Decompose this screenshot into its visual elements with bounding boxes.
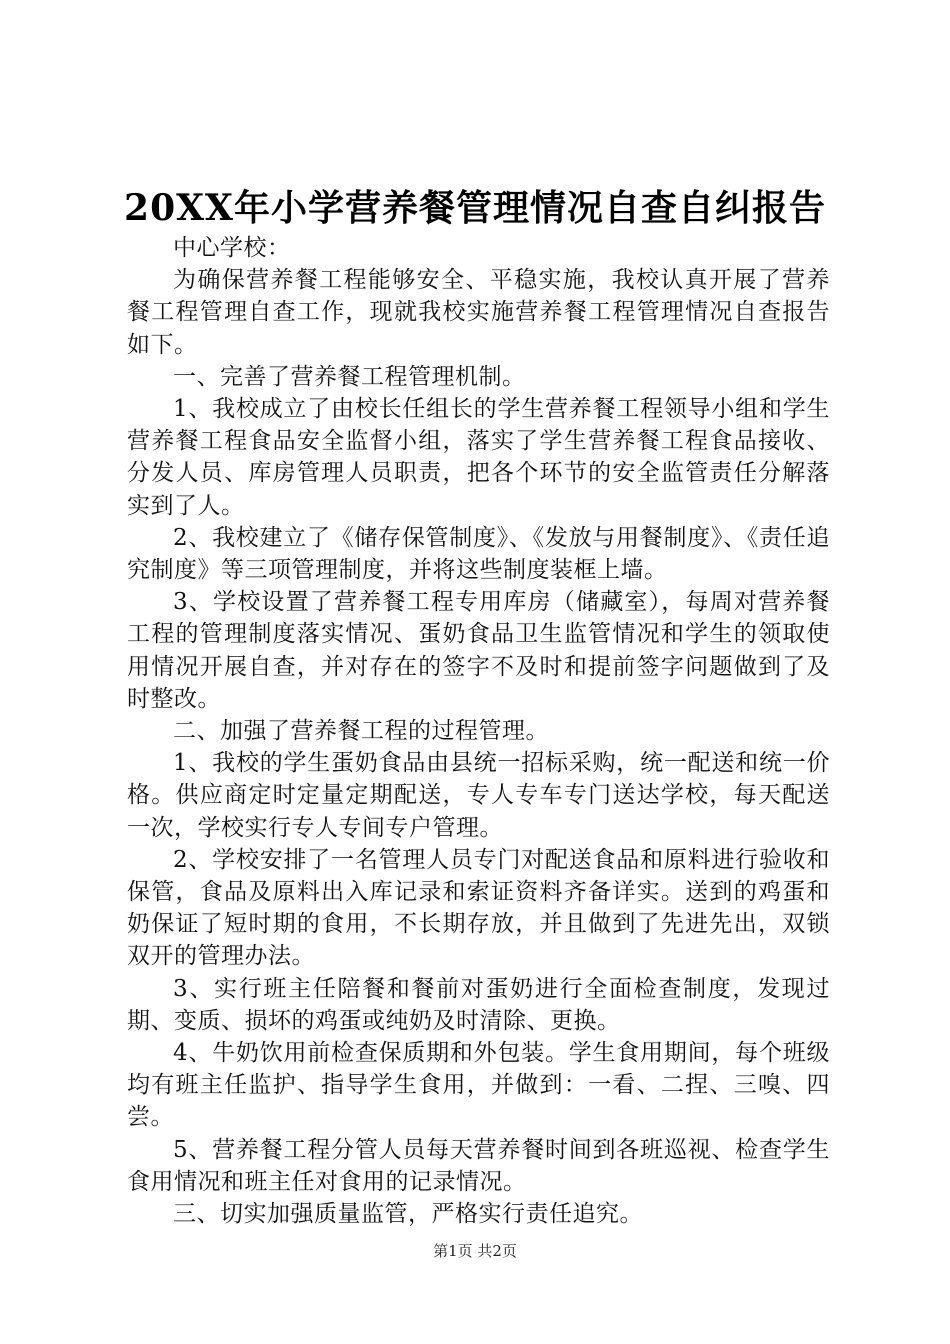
- paragraph-2-3: 3、实行班主任陪餐和餐前对蛋奶进行全面检查制度，发现过期、变质、损坏的鸡蛋或纯奶及时清除、更换。: [127, 975, 830, 1034]
- document-title: 20XX年小学营养餐管理情况自查自纠报告: [124, 187, 826, 229]
- paragraph-2-5: 5、营养餐工程分管人员每天营养餐时间到各班巡视、检查学生食用情况和班主任对食用的记录情况。: [127, 1136, 830, 1195]
- section-heading-1: 一、完善了营养餐工程管理机制。: [173, 363, 526, 390]
- paragraph-1-3: 3、学校设置了营养餐工程专用库房（储藏室），每周对营养餐工程的管理制度落实情况、蛋奶食品卫生监管情况和学生的领取使用情况开展自查，并对存在的签字不及时和提前签字问题做到了及时整改。: [127, 589, 830, 712]
- paragraph-intro: 为确保营养餐工程能够安全、平稳实施，我校认真开展了营养餐工程管理自查工作，现就我校实施营养餐工程管理情况自查报告如下。: [127, 267, 830, 358]
- paragraph-salutation: 中心学校：: [173, 235, 291, 261]
- paragraph-2-2: 2、学校安排了一名管理人员专门对配送食品和原料进行验收和保管，食品及原料出入库记录和索证资料齐备详实。送到的鸡蛋和奶保证了短时期的食用，不长期存放，并且做到了先进先出，双锁双开的管理办法。: [127, 846, 830, 970]
- page-number: 第1页 共2页: [433, 1242, 517, 1260]
- paragraph-2-4: 4、牛奶饮用前检查保质期和外包装。学生食用期间，每个班级均有班主任监护、指导学生食用，并做到：一看、二捏、三嗅、四尝。: [127, 1040, 830, 1131]
- paragraph-1-2: 2、我校建立了《储存保管制度》、《发放与用餐制度》、《责任追究制度》等三项管理制度，并将这些制度装框上墙。: [127, 524, 830, 584]
- paragraph-2-1: 1、我校的学生蛋奶食品由县统一招标采购，统一配送和统一价格。供应商定时定量定期配送，专人专车专门送达学校，每天配送一次，学校实行专人专间专户管理。: [127, 750, 830, 841]
- section-heading-3: 三、切实加强质量监管，严格实行责任追究。: [173, 1201, 643, 1228]
- document-body: [127, 232, 830, 1230]
- section-heading-2: 二、加强了营养餐工程的过程管理。: [173, 718, 549, 745]
- paragraph-1-1: 1、我校成立了由校长任组长的学生营养餐工程领导小组和学生营养餐工程食品安全监督小组，落实了学生营养餐工程食品接收、分发人员、库房管理人员职责，把各个环节的安全监管责任分解落实到了人。: [127, 396, 830, 519]
